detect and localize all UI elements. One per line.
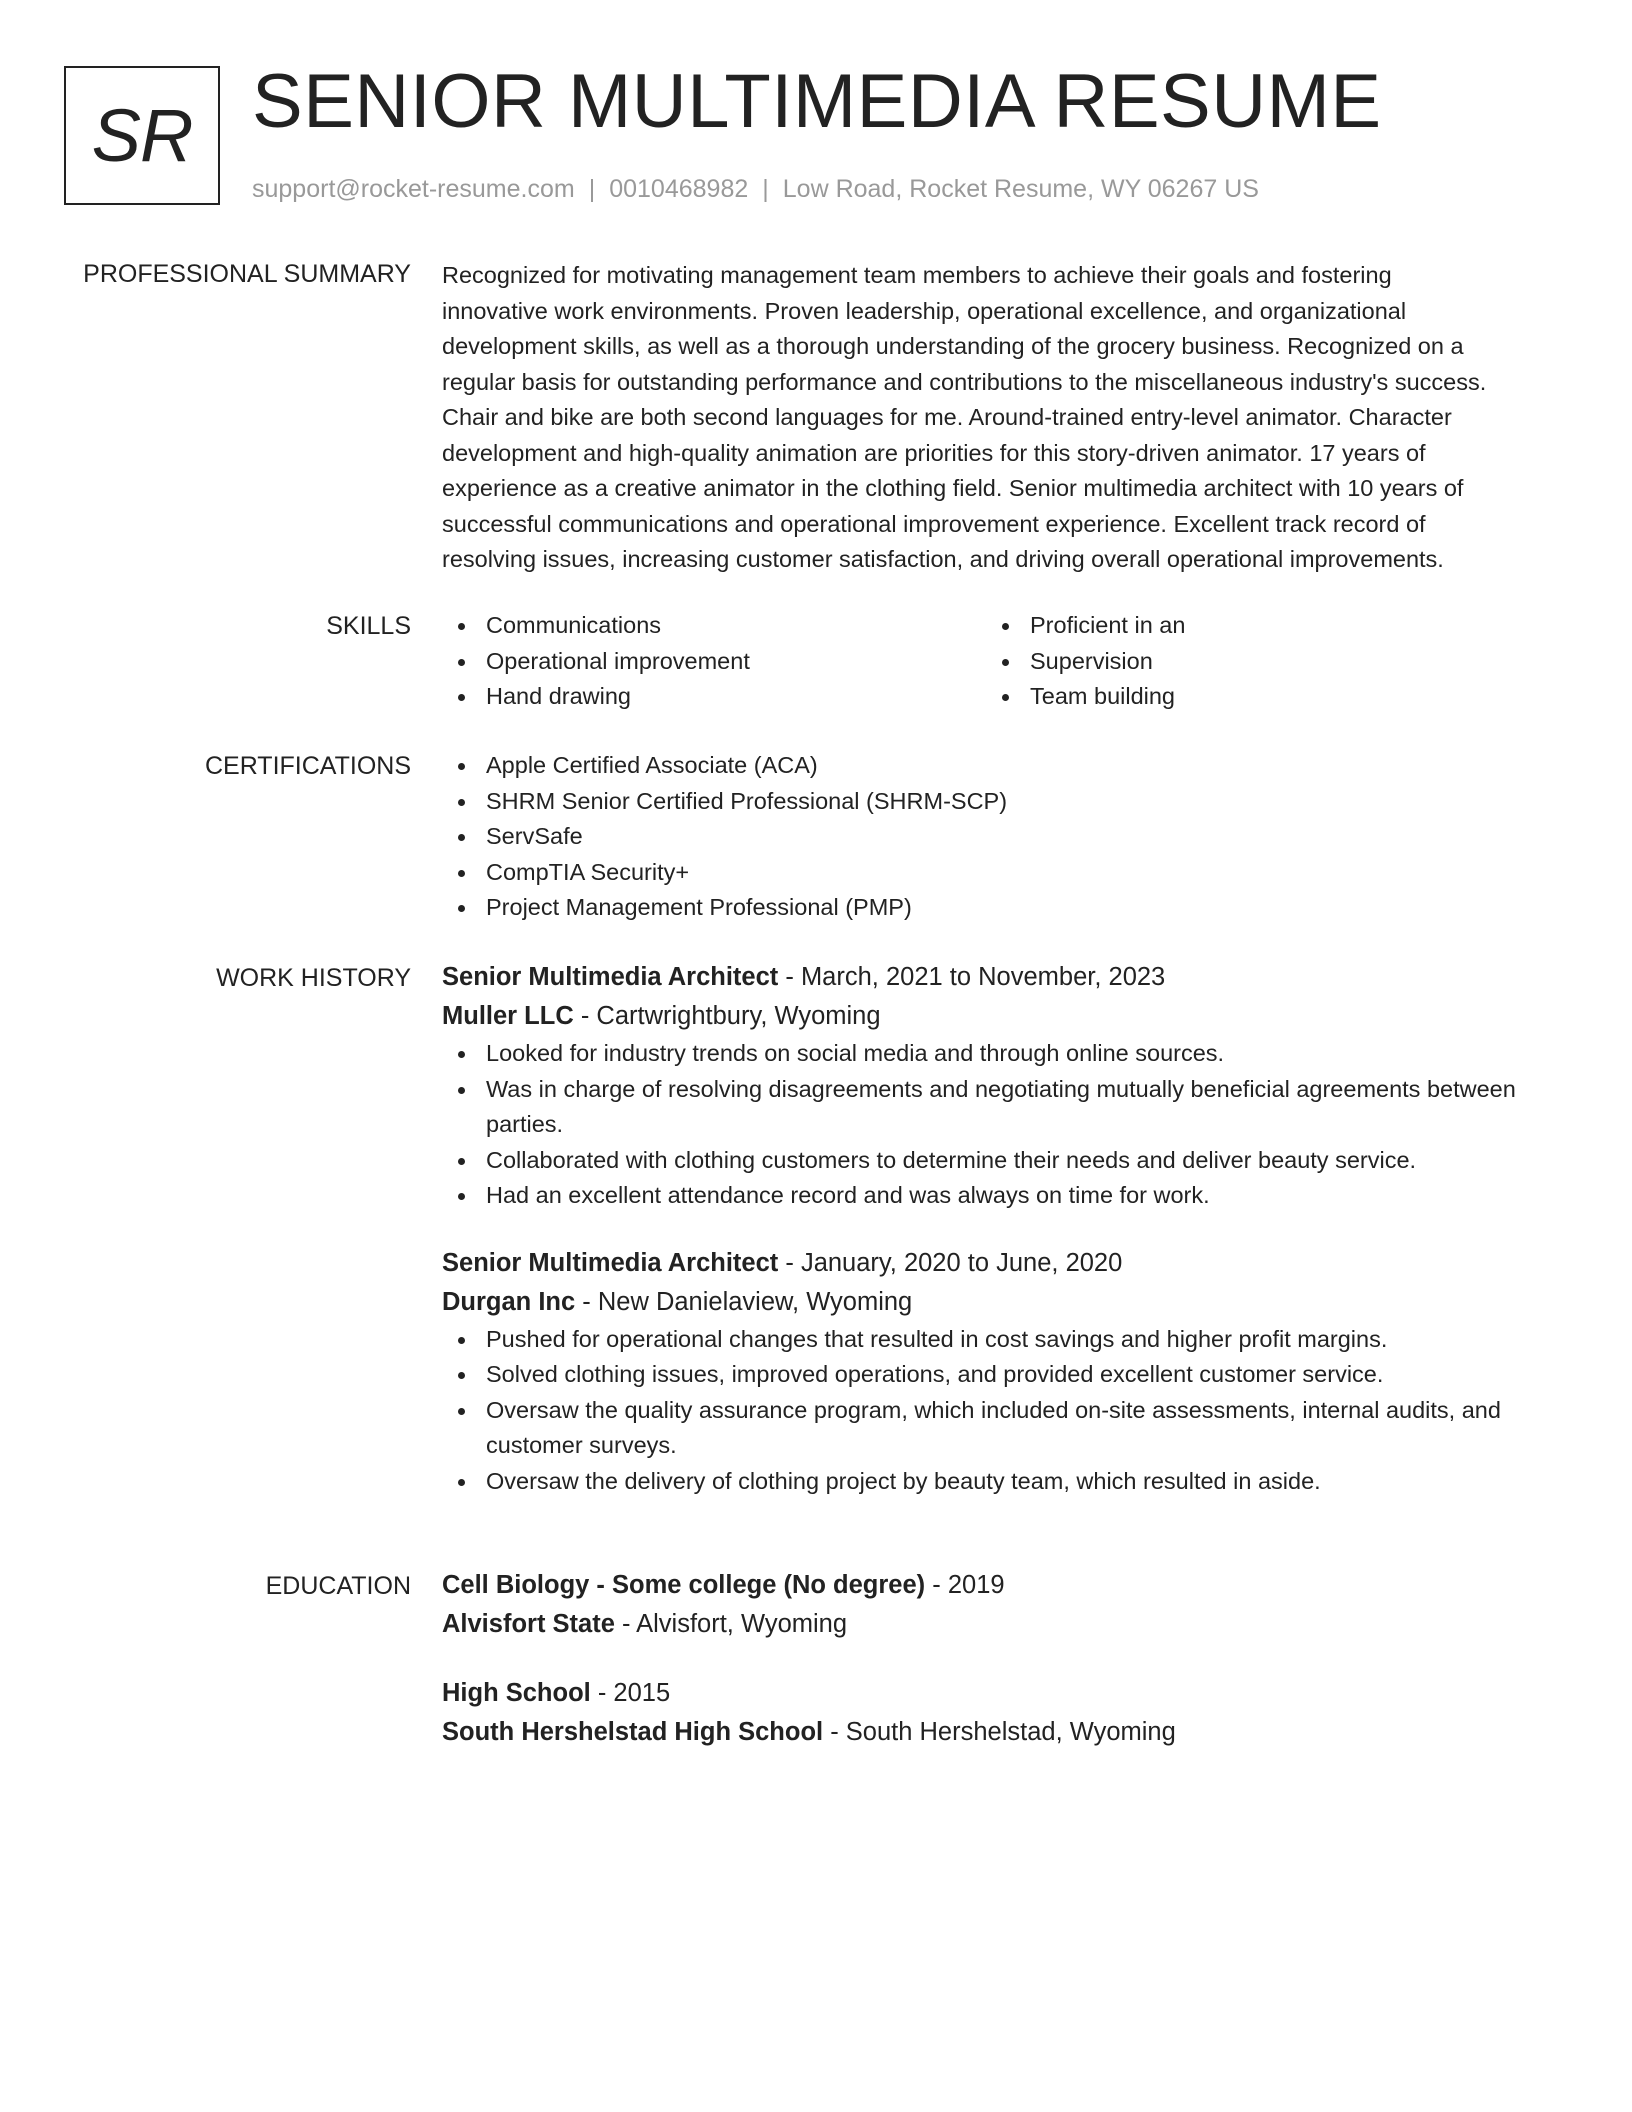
certification-item: Apple Certified Associate (ACA) xyxy=(442,748,1562,784)
skill-item: Proficient in an xyxy=(986,608,1530,644)
education-location: - South Hershelstad, Wyoming xyxy=(823,1718,1176,1746)
education-school: Alvisfort State xyxy=(442,1610,615,1638)
job-company-line xyxy=(442,997,1562,1036)
job-dates: - January, 2020 to June, 2020 xyxy=(778,1248,1123,1277)
job-title-line xyxy=(442,958,1562,997)
summary-line: regular basis for outstanding performance and contributions to the miscellaneous industry's success. xyxy=(442,368,1487,395)
job-entry xyxy=(442,958,1562,1214)
education-year: - 2019 xyxy=(925,1571,1005,1599)
job-bullet: Looked for industry trends on social media and through online sources. xyxy=(442,1036,1562,1072)
monogram-initials: SR xyxy=(91,94,193,177)
contact-phone[interactable]: 0010468982 xyxy=(609,175,749,203)
job-bullets xyxy=(442,1036,1562,1214)
section-label-work-history: WORK HISTORY xyxy=(216,964,411,992)
job-bullets xyxy=(442,1322,1562,1500)
certifications-body xyxy=(442,748,1562,926)
education-degree-line xyxy=(442,1566,1562,1605)
summary-line: development skills, as well as a thorough understanding of the grocery business. Recognized on a xyxy=(442,333,1464,359)
job-bullet: Was in charge of resolving disagreements and negotiating mutually beneficial agreements between parties. xyxy=(442,1072,1562,1143)
education-school: South Hershelstad High School xyxy=(442,1718,824,1746)
section-label-skills: SKILLS xyxy=(326,612,411,640)
job-bullet: Pushed for operational changes that resulted in cost savings and higher profit margins. xyxy=(442,1322,1562,1358)
section-label-summary: PROFESSIONAL SUMMARY xyxy=(83,260,411,288)
education-entry xyxy=(442,1566,1562,1644)
skill-item: Communications xyxy=(442,608,986,644)
education-degree: Cell Biology - Some college (No degree) xyxy=(442,1571,926,1599)
summary-line: Chair and bike are both second languages for me. Around-trained entry-level animator. Character xyxy=(442,404,1452,430)
job-title: Senior Multimedia Architect xyxy=(442,963,779,991)
education-degree: High School xyxy=(442,1679,591,1707)
summary-line: successful communications and operational improvement experience. Excellent track record of xyxy=(442,510,1426,537)
job-company: Muller LLC xyxy=(442,1002,574,1030)
resume-title: SENIOR MULTIMEDIA RESUME xyxy=(252,59,1382,144)
contact-email[interactable]: support@rocket-resume.com xyxy=(252,175,575,203)
certifications-list xyxy=(442,748,1562,926)
education-entry xyxy=(442,1674,1562,1752)
job-bullet: Solved clothing issues, improved operations, and provided excellent customer service. xyxy=(442,1357,1562,1393)
summary-line: development and high-quality animation are priorities for this story-driven animator. 17 years of xyxy=(442,439,1426,466)
job-location: - Cartwrightbury, Wyoming xyxy=(573,1002,881,1030)
work-history-body xyxy=(442,958,1562,1499)
skills-list-left xyxy=(442,608,986,715)
job-location: - New Danielaview, Wyoming xyxy=(575,1287,913,1316)
skill-item: Team building xyxy=(986,679,1530,715)
education-school-line xyxy=(442,1713,1562,1752)
education-school-line xyxy=(442,1605,1562,1644)
skill-item: Supervision xyxy=(986,644,1530,680)
education-degree-line xyxy=(442,1674,1562,1713)
summary-line: Recognized for motivating management team members to achieve their goals and fostering xyxy=(442,262,1392,288)
job-entry xyxy=(442,1244,1562,1500)
certification-item: CompTIA Security+ xyxy=(442,855,1562,891)
job-company: Durgan Inc xyxy=(442,1287,576,1316)
contact-address: Low Road, Rocket Resume, WY 06267 US xyxy=(782,175,1259,203)
skill-item: Operational improvement xyxy=(442,644,986,680)
monogram-logo xyxy=(64,66,220,205)
skills-body xyxy=(442,608,1562,715)
job-bullet: Collaborated with clothing customers to determine their needs and deliver beauty service. xyxy=(442,1143,1562,1179)
summary-body xyxy=(442,258,1562,578)
certification-item: SHRM Senior Certified Professional (SHRM-SCP) xyxy=(442,784,1562,820)
certification-item: ServSafe xyxy=(442,819,1562,855)
job-bullet: Oversaw the quality assurance program, which included on-site assessments, internal audits, and customer surveys. xyxy=(442,1393,1562,1464)
job-title-line xyxy=(442,1244,1562,1283)
job-title: Senior Multimedia Architect xyxy=(442,1248,779,1277)
skill-item: Hand drawing xyxy=(442,679,986,715)
education-year: - 2015 xyxy=(590,1679,671,1707)
summary-line: resolving issues, increasing customer satisfaction, and driving overall operational improvements. xyxy=(442,546,1444,572)
contact-separator: | xyxy=(762,175,769,203)
section-label-education: EDUCATION xyxy=(265,1572,411,1600)
section-label-certifications: CERTIFICATIONS xyxy=(204,752,411,780)
education-location: - Alvisfort, Wyoming xyxy=(614,1610,848,1638)
certification-item: Project Management Professional (PMP) xyxy=(442,890,1562,926)
education-body xyxy=(442,1566,1562,1752)
summary-line: experience as a creative animator in the clothing field. Senior multimedia architect with 10 years of xyxy=(442,475,1464,501)
job-bullet: Had an excellent attendance record and was always on time for work. xyxy=(442,1178,1562,1214)
contact-line xyxy=(252,172,1259,206)
skills-list-right xyxy=(986,608,1530,715)
contact-separator: | xyxy=(588,175,596,203)
summary-line: innovative work environments. Proven leadership, operational excellence, and organizational xyxy=(442,297,1407,324)
job-dates: - March, 2021 to November, 2023 xyxy=(778,963,1166,991)
job-bullet: Oversaw the delivery of clothing project by beauty team, which resulted in aside. xyxy=(442,1464,1562,1500)
job-company-line xyxy=(442,1283,1562,1322)
